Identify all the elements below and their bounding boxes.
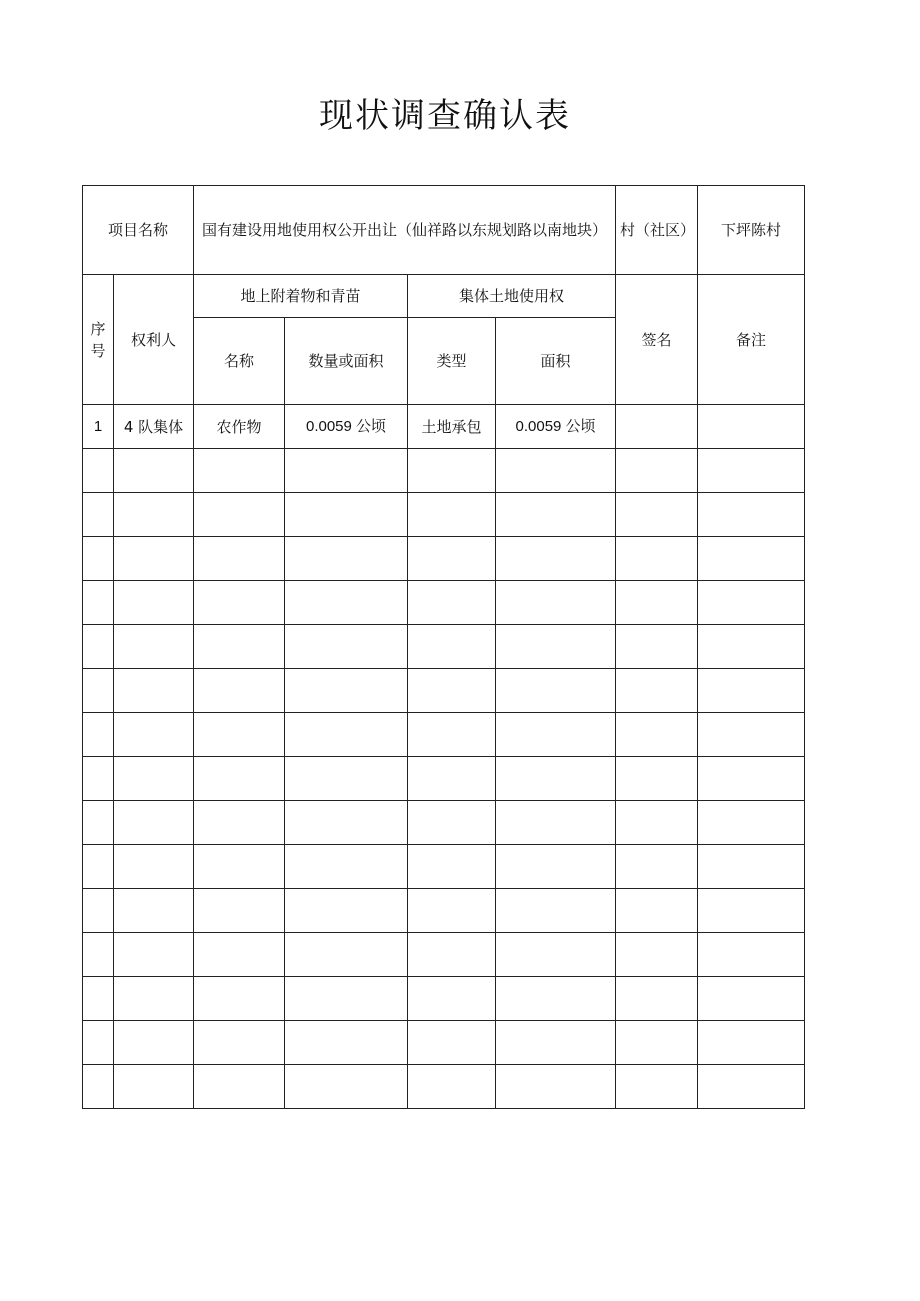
land-area-header: 面积: [496, 318, 616, 405]
land-type-cell: [408, 977, 496, 1021]
remarks-cell: [698, 757, 805, 801]
attachments-name-header: 名称: [194, 318, 285, 405]
remarks-cell: [698, 493, 805, 537]
seq-cell: [83, 845, 114, 889]
item-name-cell: [194, 1065, 285, 1109]
remarks-cell: [698, 625, 805, 669]
seq-cell: [83, 625, 114, 669]
owner-header: 权利人: [114, 275, 194, 405]
signature-cell: [616, 405, 698, 449]
land-area-cell: [496, 933, 616, 977]
table-row: [83, 493, 805, 537]
remarks-cell: [698, 713, 805, 757]
qty-cell: [285, 889, 408, 933]
qty-cell: [285, 757, 408, 801]
item-name-cell: [194, 449, 285, 493]
remarks-cell: [698, 845, 805, 889]
signature-cell: [616, 669, 698, 713]
signature-cell: [616, 493, 698, 537]
remarks-header: 备注: [698, 275, 805, 405]
table-row: [83, 1021, 805, 1065]
qty-cell: [285, 669, 408, 713]
item-name-cell: [194, 669, 285, 713]
owner-cell: 4 队集体: [114, 405, 194, 449]
item-name-cell: [194, 581, 285, 625]
seq-cell: [83, 669, 114, 713]
signature-cell: [616, 801, 698, 845]
qty-cell: [285, 493, 408, 537]
table-row: [83, 581, 805, 625]
owner-cell: [114, 625, 194, 669]
land-area-cell: [496, 1065, 616, 1109]
seq-cell: [83, 1021, 114, 1065]
land-area-cell: [496, 757, 616, 801]
item-name-cell: [194, 933, 285, 977]
land-type-cell: [408, 1021, 496, 1065]
item-name-cell: 农作物: [194, 405, 285, 449]
seq-header: 序号: [83, 275, 114, 405]
land-area-cell: [496, 537, 616, 581]
item-name-cell: [194, 845, 285, 889]
seq-cell: [83, 1065, 114, 1109]
attachments-group-header: 地上附着物和青苗: [194, 275, 408, 318]
seq-cell: [83, 801, 114, 845]
item-name-cell: [194, 713, 285, 757]
header-group-row: [83, 275, 805, 318]
remarks-cell: [698, 801, 805, 845]
seq-cell: [83, 713, 114, 757]
seq-cell: [83, 581, 114, 625]
owner-cell: [114, 1021, 194, 1065]
land-area-cell: [496, 889, 616, 933]
signature-cell: [616, 889, 698, 933]
land-type-cell: 土地承包: [408, 405, 496, 449]
project-name-value: 国有建设用地使用权公开出让（仙祥路以东规划路以南地块）: [194, 186, 616, 275]
table-row: [83, 1065, 805, 1109]
land-area-cell: [496, 625, 616, 669]
seq-cell: [83, 933, 114, 977]
qty-cell: [285, 449, 408, 493]
item-name-cell: [194, 1021, 285, 1065]
land-type-cell: [408, 713, 496, 757]
land-area-cell: [496, 1021, 616, 1065]
seq-cell: 1: [83, 405, 114, 449]
land-type-cell: [408, 801, 496, 845]
table-row: [83, 537, 805, 581]
signature-cell: [616, 625, 698, 669]
seq-cell: [83, 449, 114, 493]
qty-cell: [285, 625, 408, 669]
land-type-cell: [408, 669, 496, 713]
owner-cell: [114, 757, 194, 801]
table-row: [83, 977, 805, 1021]
owner-cell: [114, 1065, 194, 1109]
village-label: 村（社区）: [616, 186, 698, 275]
item-name-cell: [194, 537, 285, 581]
land-type-cell: [408, 581, 496, 625]
signature-cell: [616, 713, 698, 757]
remarks-cell: [698, 1065, 805, 1109]
land-area-cell: [496, 713, 616, 757]
land-type-cell: [408, 889, 496, 933]
signature-cell: [616, 757, 698, 801]
item-name-cell: [194, 977, 285, 1021]
signature-cell: [616, 845, 698, 889]
seq-cell: [83, 977, 114, 1021]
land-area-cell: [496, 845, 616, 889]
table-row: [83, 713, 805, 757]
remarks-cell: [698, 977, 805, 1021]
item-name-cell: [194, 493, 285, 537]
signature-cell: [616, 977, 698, 1021]
remarks-cell: [698, 669, 805, 713]
seq-cell: [83, 757, 114, 801]
owner-cell: [114, 801, 194, 845]
remarks-cell: [698, 889, 805, 933]
land-type-cell: [408, 449, 496, 493]
owner-cell: [114, 845, 194, 889]
seq-cell: [83, 889, 114, 933]
village-name: 下坪陈村: [698, 186, 805, 275]
land-area-cell: [496, 493, 616, 537]
table-row: [83, 889, 805, 933]
attachments-qty-header: 数量或面积: [285, 318, 408, 405]
qty-cell: [285, 537, 408, 581]
land-type-cell: [408, 537, 496, 581]
table-row: [83, 449, 805, 493]
land-area-cell: [496, 449, 616, 493]
item-name-cell: [194, 889, 285, 933]
owner-cell: [114, 669, 194, 713]
qty-cell: [285, 977, 408, 1021]
qty-cell: [285, 1065, 408, 1109]
land-area-cell: [496, 669, 616, 713]
signature-cell: [616, 1065, 698, 1109]
land-area-cell: [496, 801, 616, 845]
page-title: 现状调查确认表: [319, 96, 571, 136]
signature-header: 签名: [616, 275, 698, 405]
qty-cell: [285, 801, 408, 845]
table-row: [83, 845, 805, 889]
item-name-cell: [194, 757, 285, 801]
owner-cell: [114, 537, 194, 581]
remarks-cell: [698, 449, 805, 493]
land-type-cell: [408, 493, 496, 537]
table-row: [83, 625, 805, 669]
owner-cell: [114, 889, 194, 933]
table-row: [83, 801, 805, 845]
table-row: [83, 405, 805, 449]
seq-cell: [83, 537, 114, 581]
signature-cell: [616, 449, 698, 493]
table-row: [83, 757, 805, 801]
signature-cell: [616, 1021, 698, 1065]
land-area-cell: 0.0059 公顷: [496, 405, 616, 449]
signature-cell: [616, 933, 698, 977]
land-type-cell: [408, 625, 496, 669]
land-area-cell: [496, 581, 616, 625]
qty-cell: [285, 713, 408, 757]
owner-cell: [114, 581, 194, 625]
owner-cell: [114, 493, 194, 537]
qty-cell: 0.0059 公顷: [285, 405, 408, 449]
item-name-cell: [194, 801, 285, 845]
owner-cell: [114, 713, 194, 757]
remarks-cell: [698, 537, 805, 581]
project-row: [83, 186, 805, 275]
qty-cell: [285, 581, 408, 625]
signature-cell: [616, 581, 698, 625]
land-area-cell: [496, 977, 616, 1021]
survey-confirmation-table: [82, 185, 805, 1109]
qty-cell: [285, 1021, 408, 1065]
remarks-cell: [698, 933, 805, 977]
table-row: [83, 669, 805, 713]
item-name-cell: [194, 625, 285, 669]
land-type-cell: [408, 1065, 496, 1109]
owner-cell: [114, 933, 194, 977]
owner-cell: [114, 449, 194, 493]
remarks-cell: [698, 1021, 805, 1065]
remarks-cell: [698, 405, 805, 449]
qty-cell: [285, 933, 408, 977]
land-type-cell: [408, 845, 496, 889]
signature-cell: [616, 537, 698, 581]
land-type-header: 类型: [408, 318, 496, 405]
land-type-cell: [408, 933, 496, 977]
seq-cell: [83, 493, 114, 537]
land-group-header: 集体土地使用权: [408, 275, 616, 318]
table-row: [83, 933, 805, 977]
owner-cell: [114, 977, 194, 1021]
land-type-cell: [408, 757, 496, 801]
qty-cell: [285, 845, 408, 889]
project-name-label: 项目名称: [83, 186, 194, 275]
remarks-cell: [698, 581, 805, 625]
